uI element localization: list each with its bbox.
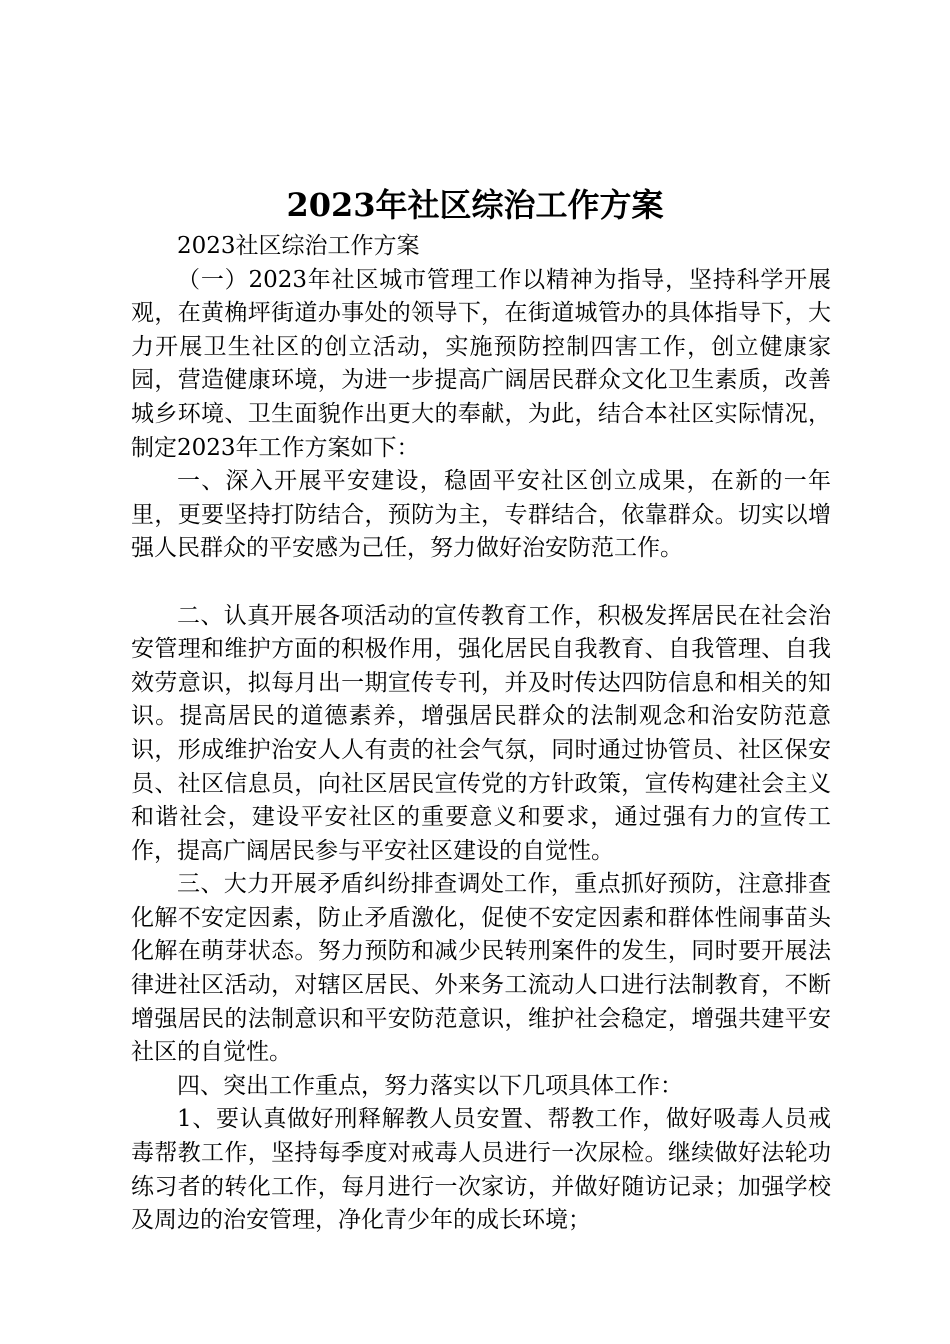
paragraph-section-2: 二、认真开展各项活动的宣传教育工作，积极发挥居民在社会治安管理和维护方面的积极作用，强化居民自我教育、自我管理、自我效劳意识，拟每月出一期宣传专刊，并及时传达四防信息和相关的知识。提高居民的道德素养，增强居民群众的法制观念和治安防范意识，形成维护治安人人有责的社会气氛，同时通过协管员、社区保安员、社区信息员，向社区居民宣传党的方针政策，宣传构建社会主义和谐社会，建设平安社区的重要意义和要求，通过强有力的宣传工作，提高广阔居民参与平安社区建设的自觉性。 [131, 602, 831, 864]
document-title: 2023年社区综治工作方案 [286, 186, 664, 224]
paragraph-section-4: 四、突出工作重点，努力落实以下几项具体工作： [177, 1072, 683, 1099]
paragraph-intro: （一）2023年社区城市管理工作以精神为指导，坚持科学开展观，在黄桷坪街道办事处的领导下，在街道城管办的具体指导下，大力开展卫生社区的创立活动，实施预防控制四害工作，创立健康家园，营造健康环境，为进一步提高广阔居民群众文化卫生素质，改善城乡环境、卫生面貌作出更大的奉献，为此，结合本社区实际情况，制定2023年工作方案如下： [131, 266, 831, 461]
paragraph-section-3: 三、大力开展矛盾纠纷排查调处工作，重点抓好预防，注意排查化解不安定因素，防止矛盾激化，促使不安定因素和群体性闹事苗头化解在萌芽状态。努力预防和减少民转刑案件的发生，同时要开展法律进社区活动，对辖区居民、外来务工流动人口进行法制教育，不断增强居民的法制意识和平安防范意识，维护社会稳定，增强共建平安社区的自觉性。 [131, 871, 831, 1066]
paragraph-section-1: 一、深入开展平安建设，稳固平安社区创立成果，在新的一年里，更要坚持打防结合，预防为主，专群结合，依靠群众。切实以增强人民群众的平安感为己任，努力做好治安防范工作。 [131, 468, 831, 562]
document-body [131, 230, 831, 1238]
paragraph-item-1: 1、要认真做好刑释解教人员安置、帮教工作，做好吸毒人员戒毒帮教工作，坚持每季度对戒毒人员进行一次尿检。继续做好法轮功练习者的转化工作，每月进行一次家访，并做好随访记录；加强学校及周边的治安管理，净化青少年的成长环境； [131, 1106, 831, 1234]
blank-line [131, 566, 831, 600]
document-subtitle: 2023社区综治工作方案 [177, 233, 420, 259]
